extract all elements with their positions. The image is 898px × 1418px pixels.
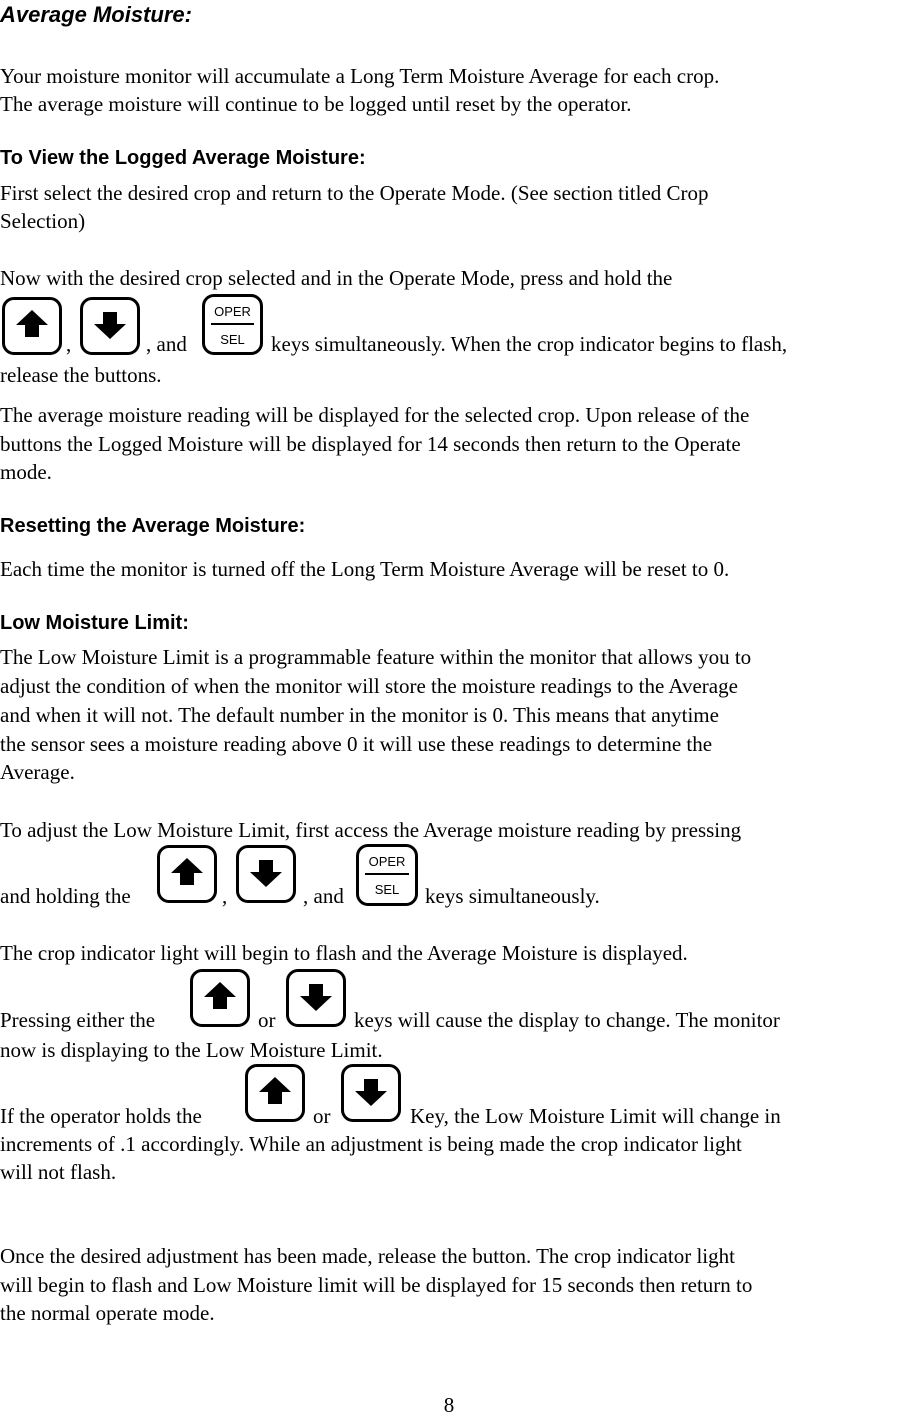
view-p2-line-1: Now with the desired crop selected and in the Operate Mode, press and hold the: [0, 266, 673, 290]
view-p1-line-2: Selection): [0, 209, 86, 233]
oper-label: OPER: [368, 854, 406, 869]
key-divider: [365, 873, 409, 875]
low-p2-after: keys simultaneously.: [425, 884, 600, 908]
low-p5-or: or: [313, 1104, 331, 1128]
heading-average-moisture: Average Moisture:: [0, 2, 192, 27]
low-p2-sep-1: ,: [222, 884, 228, 908]
heading-view-logged: To View the Logged Average Moisture:: [0, 147, 366, 169]
sel-label: SEL: [374, 882, 400, 897]
low-p5-line-3: will not flash.: [0, 1160, 117, 1184]
low-p2-line-1: To adjust the Low Moisture Limit, first access the Average moisture reading by pressing: [0, 818, 742, 842]
down-arrow-key-icon: [286, 969, 346, 1027]
low-p5-before: If the operator holds the: [0, 1104, 202, 1128]
down-arrow-key-icon: [80, 297, 140, 355]
low-p4-before: Pressing either the: [0, 1008, 156, 1032]
low-p4-or: or: [258, 1008, 276, 1032]
page-number: 8: [443, 1393, 455, 1417]
low-p6-line-2: will begin to flash and Low Moisture limit will be displayed for 15 seconds then return to: [0, 1273, 753, 1297]
view-p2-line-3: release the buttons.: [0, 363, 162, 387]
low-p2-before: and holding the: [0, 884, 131, 908]
low-p1-line-1: The Low Moisture Limit is a programmable feature within the monitor that allows you to: [0, 645, 752, 669]
low-p1-line-3: and when it will not. The default number in the monitor is 0. This means that anytime: [0, 703, 719, 727]
up-arrow-key-icon: [157, 845, 217, 903]
low-p6-line-3: the normal operate mode.: [0, 1301, 215, 1325]
view-p2-sep-2: , and: [146, 332, 187, 356]
view-p2-after: keys simultaneously. When the crop indicator begins to flash,: [271, 332, 788, 356]
low-p1-line-2: adjust the condition of when the monitor will store the moisture readings to the Average: [0, 674, 738, 698]
low-p5-after: Key, the Low Moisture Limit will change in: [410, 1104, 781, 1128]
up-arrow-key-icon: [190, 969, 250, 1027]
view-p2-sep-1: ,: [66, 332, 72, 356]
intro-line-2: The average moisture will continue to be logged until reset by the operator.: [0, 92, 632, 116]
reset-paragraph: Each time the monitor is turned off the Long Term Moisture Average will be reset to 0.: [0, 557, 730, 581]
down-arrow-key-icon: [341, 1064, 401, 1122]
low-p1-line-5: Average.: [0, 760, 75, 784]
low-p6-line-1: Once the desired adjustment has been made, release the button. The crop indicator light: [0, 1244, 735, 1268]
oper-sel-key-icon: [356, 844, 418, 906]
low-p5-line-2: increments of .1 accordingly. While an adjustment is being made the crop indicator light: [0, 1132, 742, 1156]
sel-label: SEL: [220, 332, 245, 347]
up-arrow-key-icon: [2, 297, 62, 355]
low-p1-line-4: the sensor sees a moisture reading above 0 it will use these readings to determine the: [0, 732, 713, 756]
oper-label: OPER: [214, 304, 251, 319]
heading-low-moisture-limit: Low Moisture Limit:: [0, 612, 189, 634]
low-p4-line-2: now is displaying to the Low Moisture Limit.: [0, 1038, 383, 1062]
oper-sel-key-icon: [202, 294, 263, 355]
view-p3-line-3: mode.: [0, 460, 52, 484]
down-arrow-key-icon: [236, 845, 296, 903]
up-arrow-key-icon: [245, 1064, 305, 1122]
view-p1-line-1: First select the desired crop and return to the Operate Mode. (See section titled Crop: [0, 181, 709, 205]
intro-line-1: Your moisture monitor will accumulate a Long Term Moisture Average for each crop.: [0, 64, 720, 88]
low-p2-sep-2: , and: [303, 884, 344, 908]
key-divider: [211, 323, 254, 325]
view-p3-line-1: The average moisture reading will be displayed for the selected crop. Upon release of the: [0, 403, 750, 427]
low-p3: The crop indicator light will begin to flash and the Average Moisture is displayed.: [0, 941, 688, 965]
view-p3-line-2: buttons the Logged Moisture will be displayed for 14 seconds then return to the Operate: [0, 432, 741, 456]
low-p4-after: keys will cause the display to change. The monitor: [354, 1008, 780, 1032]
heading-resetting: Resetting the Average Moisture:: [0, 515, 306, 537]
